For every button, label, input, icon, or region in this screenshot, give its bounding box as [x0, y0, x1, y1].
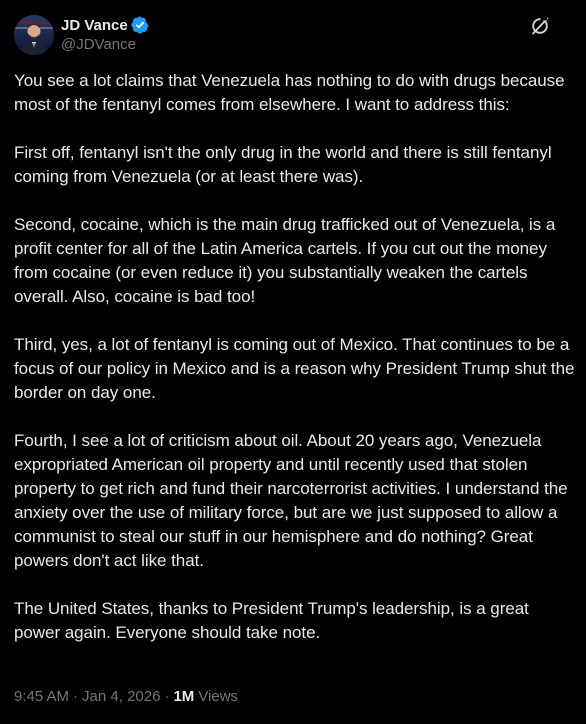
verified-badge-icon[interactable] [131, 16, 149, 34]
meta-separator: · [73, 687, 79, 705]
author-block [61, 15, 149, 53]
avatar-image [14, 15, 54, 55]
meta-separator-2: · [164, 687, 170, 705]
views-count[interactable]: 1M [173, 687, 195, 705]
tweet-header [14, 12, 572, 58]
tweet-paragraph-5: Fourth, I see a lot of criticism about oil. About 20 years ago, Venezuela expropriated American oil property and until recently used that stolen property to get rich and fund their narcoterrorist activities. I understand the anxiety over the use of military force, but are we just supposed to allow a communist to steal our stuff in our hemisphere and do nothing? Great powers don't act like that. [14, 431, 568, 570]
author-handle[interactable]: @JDVance [61, 36, 136, 53]
tweet-time[interactable]: 9:45 AM [14, 687, 70, 705]
author-name-row [61, 15, 149, 35]
tweet-meta [14, 686, 238, 706]
tweet-paragraph-3: Second, cocaine, which is the main drug trafficked out of Venezuela, is a profit center for all of the Latin America cartels. If you cut out the money from cocaine (or even reduce it) you substantially weaken the cartels overall. Also, cocaine is bad too! [14, 215, 556, 306]
author-display-name[interactable]: JD Vance [61, 16, 128, 34]
tweet-paragraph-4: Third, yes, a lot of fentanyl is coming out of Mexico. That continues to be a focus of our policy in Mexico and is a reason why President Trump shut the border on day one. [14, 335, 575, 402]
tweet-paragraph-6: The United States, thanks to President Trump's leadership, is a great power again. Everyone should take note. [14, 599, 529, 642]
tweet-paragraph-2: First off, fentanyl isn't the only drug in the world and there is still fentanyl coming from Venezuela (or at least there was). [14, 143, 552, 186]
grok-icon[interactable] [530, 16, 550, 36]
tweet-text [14, 69, 576, 645]
views-label: Views [198, 687, 239, 705]
avatar[interactable] [14, 15, 54, 55]
tweet-date[interactable]: Jan 4, 2026 [82, 687, 161, 705]
tweet-paragraph-1: You see a lot claims that Venezuela has nothing to do with drugs because most of the fentanyl comes from elsewhere. I want to address this: [14, 71, 565, 114]
